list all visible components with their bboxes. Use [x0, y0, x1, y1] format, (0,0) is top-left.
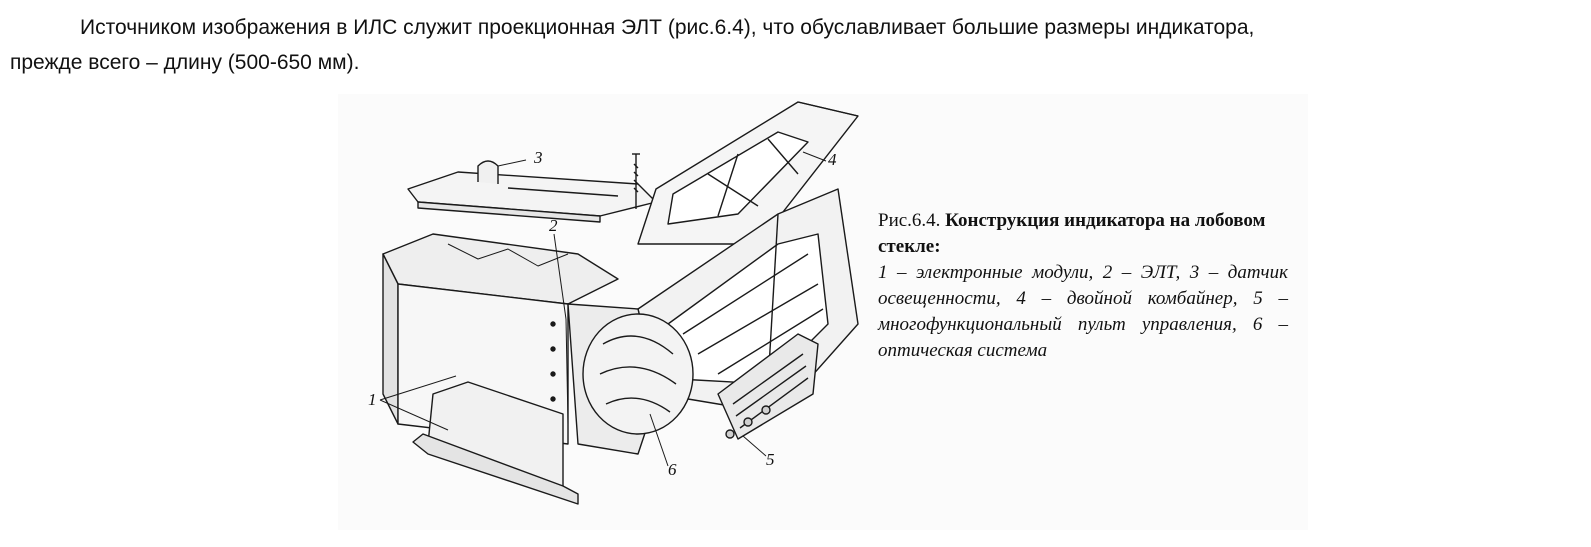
- callout-1: 1: [368, 390, 377, 409]
- callout-3: 3: [534, 148, 543, 167]
- caption-prefix: Рис.6.4.: [878, 210, 946, 231]
- paragraph-line-1: Источником изображения в ИЛС служит проекционная ЭЛТ (рис.6.4), что обуславливает большие размеры индикатора,: [80, 16, 1255, 39]
- hud-assembly-drawing: [338, 94, 898, 530]
- callout-4: 4: [828, 150, 837, 169]
- callout-2: 2: [549, 216, 558, 235]
- figure-6-4: [338, 94, 1308, 530]
- callout-5: 5: [766, 450, 775, 469]
- caption-title: Конструкция индикатора на лобовом стекле:: [878, 210, 1266, 257]
- body-paragraph: [10, 10, 1580, 80]
- callout-6: 6: [668, 460, 677, 479]
- figure-caption: [878, 208, 1288, 364]
- caption-legend: 1 – электронные модули, 2 – ЭЛТ, 3 – датчик освещенности, 4 – двойной комбайнер, 5 – многофункциональный пульт управления, 6 – оптическая система: [878, 262, 1288, 361]
- paragraph-line-2: прежде всего – длину (500-650 мм).: [10, 51, 360, 74]
- cover-plate: [408, 161, 656, 222]
